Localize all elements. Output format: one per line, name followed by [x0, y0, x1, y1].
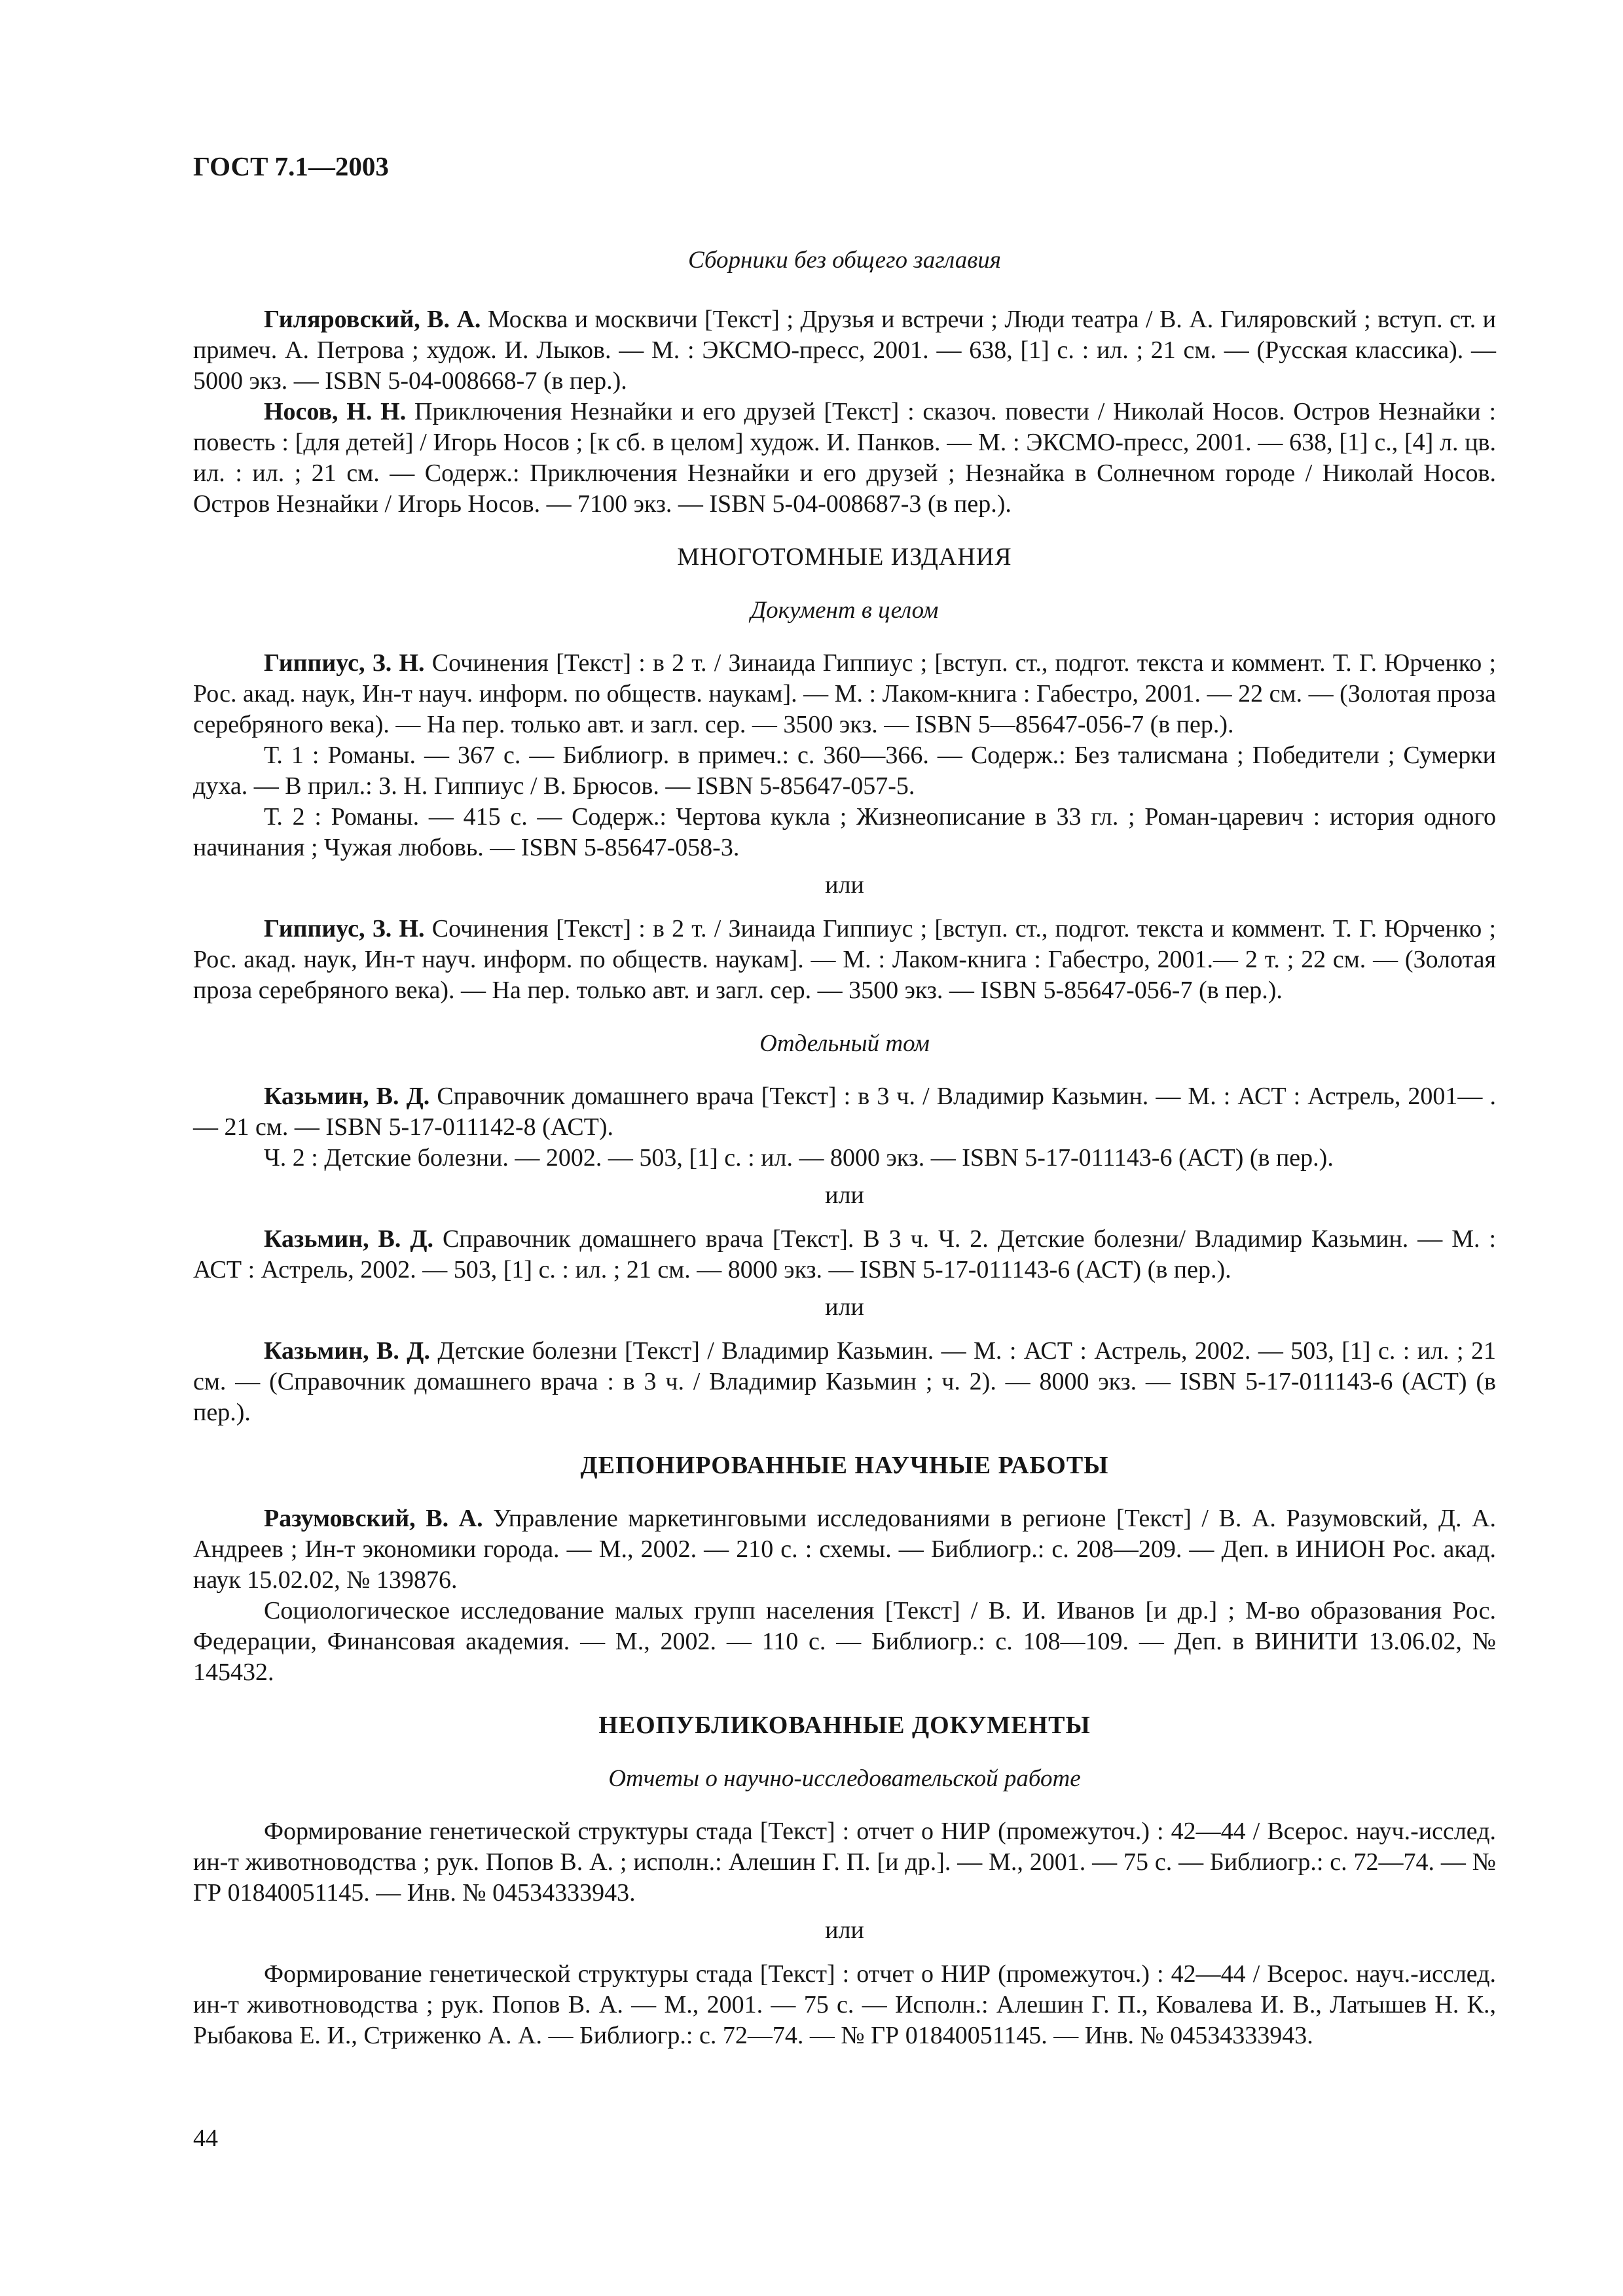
entry-text: Справочник домашнего врача [Текст]. В 3 ч. Ч. 2. Детские болезни/ Владимир Казьмин. — М. : АСТ : Астрель, 2002. — 503, [1] с. : ил. ; 21 см. — 8000 экз. — ISBN 5-17-011143-6 (АСТ) (в пер.). — [193, 1225, 1497, 1283]
bibliographic-entry — [193, 1224, 1496, 1285]
entry-author: Носов, Н. Н. — [264, 398, 407, 425]
page-header: ГОСТ 7.1—2003 — [193, 151, 389, 181]
bibliographic-entry — [193, 1816, 1496, 1909]
bibliographic-entry — [193, 914, 1496, 1006]
bibliographic-entry — [193, 1143, 1496, 1174]
entry-author: Казьмин, В. Д. — [264, 1225, 433, 1253]
entry-text: Управление маркетинговыми исследованиями в регионе [Текст] / В. А. Разумовский, Д. А. Андреев ; Ин-т экономики города. — М., 2002. — 210 с. : схемы. — Библиогр.: с. 208—209. — Деп. в ИНИОН Рос. акад. наук 15.02.02, № 139876. — [193, 1505, 1496, 1594]
subsection-title: Сборники без общего заглавия — [687, 247, 1001, 274]
alternative-separator: или — [825, 1293, 864, 1321]
entry-text: Москва и москвичи [Текст] ; Друзья и встречи ; Люди театра / В. А. Гиляровский ; вступ. ст. и примеч. А. Петрова ; худож. И. Лыков. — М. : ЭКСМО-пресс, 2001. — 638, [1] с. : ил. ; 21 см. — (Русская классика). — 5000 экз. — ISBN 5-04-008668-7 (в пер.). — [193, 306, 1496, 395]
bibliographic-entry — [193, 304, 1496, 397]
entry-text: Сочинения [Текст] : в 2 т. / Зинаида Гиппиус ; [вступ. ст., подгот. текста и коммент. Т. Г. Юрченко ; Рос. акад. наук, Ин-т науч. информ. по обществ. наукам]. — М. : Лаком-книга : Габестро, 2001. — 22 см. — (Золотая проза серебряного века). — На пер. только авт. и загл. сер. — 3500 экз. — ISBN 5—85647-056-7 (в пер.). — [193, 649, 1497, 738]
entry-author: Гиппиус, З. Н. — [264, 915, 425, 942]
section-title: МНОГОТОМНЫЕ ИЗДАНИЯ — [677, 543, 1012, 571]
bibliographic-entry — [193, 1503, 1496, 1596]
entry-text: Формирование генетической структуры стада [Текст] : отчет о НИР (промежуточ.) : 42—44 / Всерос. науч.-исслед. ин-т животноводства ; рук. Попов В. А. — М., 2001. — 75 с. — Исполн.: Алешин Г. П., Ковалева И. В., Латышев Н. К., Рыбакова Е. И., Стриженко А. А. — Библиогр.: с. 72—74. — № ГР 01840051145. — Инв. № 04534333943. — [193, 1960, 1496, 2049]
page-number: 44 — [193, 2125, 218, 2152]
entry-text: Детские болезни [Текст] / Владимир Казьмин. — М. : АСТ : Астрель, 2002. — 503, [1] с. : ил. ; 21 см. — (Справочник домашнего врача : в 3 ч. / Владимир Казьмин ; ч. 2). — 8000 экз. — ISBN 5-17-011143-6 (АСТ) (в пер.). — [193, 1337, 1496, 1426]
bibliographic-entry — [193, 1596, 1496, 1688]
entry-author: Гиляровский, В. А. — [264, 306, 481, 333]
entry-text: Социологическое исследование малых групп населения [Текст] / В. И. Иванов [и др.] ; М-во образования Рос. Федерации, Финансовая академия. — М., 2002. — 110 с. — Библиогр.: с. 108—109. — Деп. в ВИНИТИ 13.06.02, № 145432. — [193, 1597, 1496, 1686]
bibliographic-entry — [193, 397, 1496, 520]
subsection-title: Отчеты о научно-исследовательской работе — [608, 1765, 1081, 1792]
entry-author: Разумовский, В. А. — [264, 1505, 483, 1532]
bibliographic-entry — [193, 1336, 1496, 1428]
entry-author: Казьмин, В. Д. — [264, 1083, 430, 1110]
alternative-separator: или — [825, 1181, 864, 1209]
subsection-title: Отдельный том — [759, 1030, 930, 1057]
entry-text: Ч. 2 : Детские болезни. — 2002. — 503, [1] с. : ил. — 8000 экз. — ISBN 5-17-011143-6 (АСТ) (в пер.). — [264, 1144, 1334, 1172]
bibliographic-entry — [193, 740, 1496, 802]
page-content — [193, 216, 1496, 2051]
entry-text: Т. 2 : Романы. — 415 с. — Содерж.: Чертова кукла ; Жизнеописание в 33 гл. ; Роман-царевич : история одного начинания ; Чужая любовь. — ISBN 5-85647-058-3. — [193, 803, 1496, 861]
entry-text: Приключения Незнайки и его друзей [Текст] : сказоч. повести / Николай Носов. Остров Незнайки : повесть : [для детей] / Игорь Носов ; [к сб. в целом] худож. И. Панков. — М. : ЭКСМО-пресс, 2001. — 638, [1] с., [4] л. цв. ил. : ил. ; 21 см. — Содерж.: Приключения Незнайки и его друзей ; Незнайка в Солнечном городе / Николай Носов. Остров Незнайки / Игорь Носов. — 7100 экз. — ISBN 5-04-008687-3 (в пер.). — [193, 398, 1496, 518]
bibliographic-entry — [193, 1959, 1496, 2051]
entry-text: Формирование генетической структуры стада [Текст] : отчет о НИР (промежуточ.) : 42—44 / Всерос. науч.-исслед. ин-т животноводства ; рук. Попов В. А. ; исполн.: Алешин Г. П. [и др.]. — М., 2001. — 75 с. — Библиогр.: с. 72—74. — № ГР 01840051145. — Инв. № 04534333943. — [193, 1818, 1496, 1907]
bibliographic-entry — [193, 802, 1496, 863]
entry-text: Сочинения [Текст] : в 2 т. / Зинаида Гиппиус ; [вступ. ст., подгот. текста и коммент. Т. Г. Юрченко ; Рос. акад. наук, Ин-т науч. информ. по обществ. наукам]. — М. : Лаком-книга : Габестро, 2001.— 2 т. ; 22 см. — (Золотая проза серебряного века). — На пер. только авт. и загл. сер. — 3500 экз. — ISBN 5-85647-056-7 (в пер.). — [193, 915, 1497, 1004]
entry-text: Справочник домашнего врача [Текст] : в 3 ч. / Владимир Казьмин. — М. : АСТ : Астрель, 2001— . — 21 см. — ISBN 5-17-011142-8 (АСТ). — [193, 1083, 1496, 1141]
subsection-title: Документ в целом — [750, 597, 939, 624]
entry-text: Т. 1 : Романы. — 367 с. — Библиогр. в примеч.: с. 360—366. — Содерж.: Без талисмана ; Победители ; Сумерки духа. — В прил.: З. Н. Гиппиус / В. Брюсов. — ISBN 5-85647-057-5. — [193, 742, 1496, 800]
entry-author: Гиппиус, З. Н. — [264, 649, 425, 677]
entry-author: Казьмин, В. Д. — [264, 1337, 430, 1365]
alternative-separator: или — [825, 871, 864, 899]
bibliographic-entry — [193, 648, 1496, 740]
bibliographic-entry — [193, 1081, 1496, 1143]
section-title: ДЕПОНИРОВАННЫЕ НАУЧНЫЕ РАБОТЫ — [580, 1452, 1109, 1479]
alternative-separator: или — [825, 1916, 864, 1944]
section-title: НЕОПУБЛИКОВАННЫЕ ДОКУМЕНТЫ — [598, 1712, 1091, 1739]
